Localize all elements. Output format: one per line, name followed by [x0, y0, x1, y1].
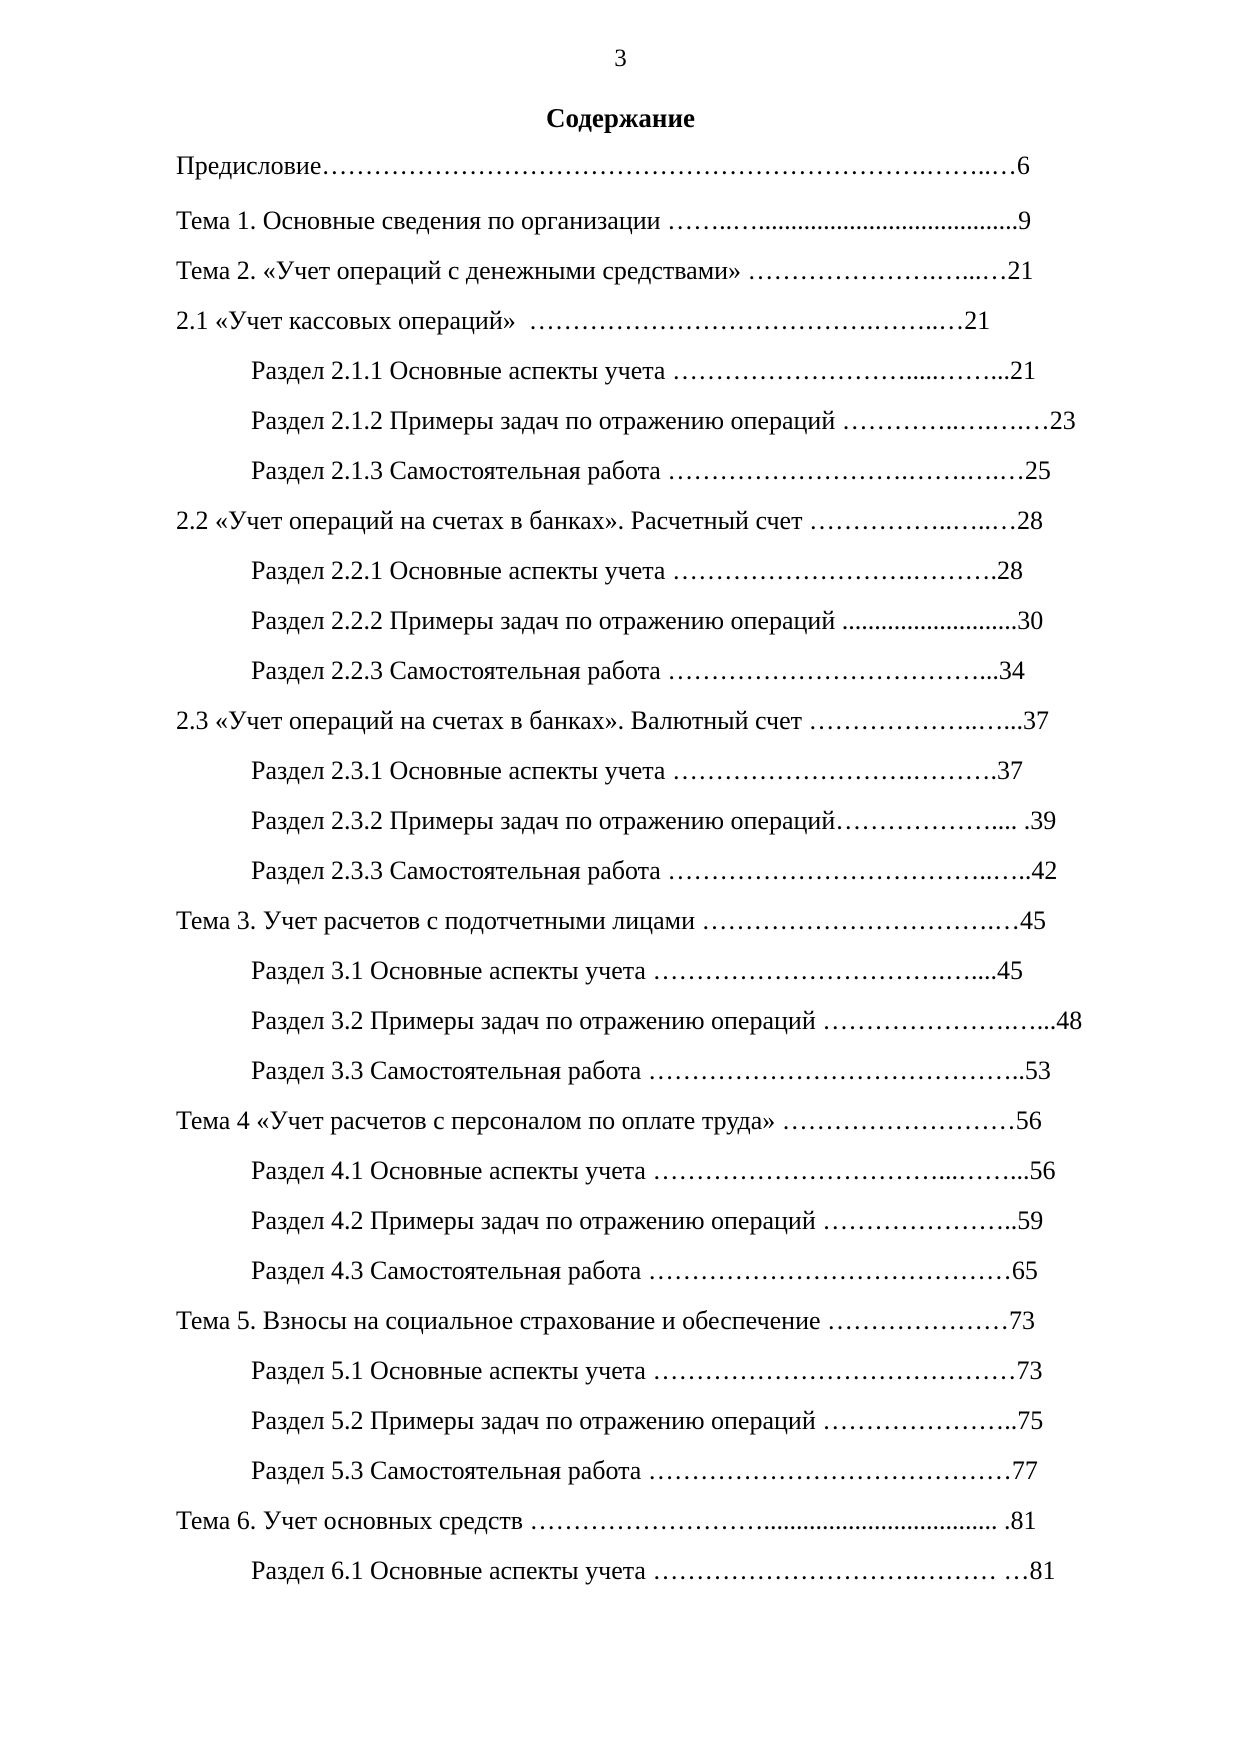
toc-entry-text: Раздел 5.2 Примеры задач по отражению операций …………………..75 — [251, 1406, 1044, 1435]
toc-entry-2-3 — [0, 703, 1241, 739]
toc-entry-2-2-1 — [0, 553, 1241, 589]
toc-entry-text: Раздел 5.1 Основные аспекты учета ……………………………………73 — [251, 1356, 1043, 1385]
toc-entry-topic-5 — [0, 1303, 1241, 1339]
toc-entry-text: Раздел 2.2.1 Основные аспекты учета ……………………….……….28 — [251, 556, 1023, 585]
toc-entry-2-3-2 — [0, 803, 1241, 839]
toc-entry-text: Тема 2. «Учет операций с денежными средствами» ………………….…...…21 — [176, 256, 1034, 285]
toc-entry-4-1 — [0, 1153, 1241, 1189]
toc-entry-2-1-2 — [0, 403, 1241, 439]
toc-entry-text: Тема 3. Учет расчетов с подотчетными лицами …………………………….…45 — [176, 906, 1046, 935]
toc-entry-text: Раздел 4.2 Примеры задач по отражению операций …………………..59 — [251, 1206, 1044, 1235]
toc-entry-text: Тема 1. Основные сведения по организации ……..…........................................9 — [176, 206, 1032, 235]
toc-entry-2-1-3 — [0, 453, 1241, 489]
toc-entry-text: Раздел 3.1 Основные аспекты учета …………………………….…....45 — [251, 956, 1023, 985]
toc-entry-text: Раздел 2.1.2 Примеры задач по отражению операций …………..….….…23 — [251, 406, 1076, 435]
toc-entry-3-2 — [0, 1003, 1241, 1039]
toc-entry-text: Раздел 6.1 Основные аспекты учета ………………………….……… …81 — [251, 1556, 1056, 1585]
toc-title: Содержание — [545, 103, 696, 133]
toc-entry-text: Раздел 2.2.2 Примеры задач по отражению операций ...........................30 — [251, 606, 1044, 635]
toc-entry-text: Раздел 2.1.3 Самостоятельная работа ……………………….…….….…25 — [251, 456, 1051, 485]
toc-entry-text: Раздел 4.3 Самостоятельная работа ……………………………………65 — [251, 1256, 1038, 1285]
toc-entry-text: Раздел 4.1 Основные аспекты учета ……………………………...……...56 — [251, 1156, 1056, 1185]
toc-entry-2-3-1 — [0, 753, 1241, 789]
toc-entry-2-2 — [0, 503, 1241, 539]
toc-entry-text: Раздел 2.3.1 Основные аспекты учета ……………………….……….37 — [251, 756, 1023, 785]
toc-entry-5-2 — [0, 1403, 1241, 1439]
toc-entry-text: Раздел 2.3.3 Самостоятельная работа ………………………………..…..42 — [251, 856, 1058, 885]
toc-entry-topic-6 — [0, 1503, 1241, 1539]
toc-entry-6-1 — [0, 1553, 1241, 1589]
toc-entry-text: Тема 4 «Учет расчетов с персоналом по оплате труда» ………………………56 — [176, 1106, 1042, 1135]
page-number: 3 — [614, 45, 627, 72]
toc-entry-text: Раздел 2.1.1 Основные аспекты учета ……………………….....……...21 — [251, 356, 1036, 385]
toc-entry-topic-3 — [0, 903, 1241, 939]
table-of-contents — [0, 148, 1241, 1603]
toc-entry-4-2 — [0, 1203, 1241, 1239]
toc-entry-2-1 — [0, 303, 1241, 339]
toc-entry-text: Раздел 3.2 Примеры задач по отражению операций ………………….…...48 — [251, 1006, 1083, 1035]
toc-entry-text: 2.3 «Учет операций на счетах в банках». Валютный счет ………………..…...37 — [176, 706, 1049, 735]
toc-entry-text: Раздел 3.3 Самостоятельная работа ……………………………………..53 — [251, 1056, 1051, 1085]
toc-entry-topic-4 — [0, 1103, 1241, 1139]
toc-entry-text: Предисловие…………………………………………………………….……..…6 — [176, 151, 1030, 180]
toc-entry-4-3 — [0, 1253, 1241, 1289]
toc-entry-2-1-1 — [0, 353, 1241, 389]
toc-entry-text: 2.1 «Учет кассовых операций» ………………………………….……..…21 — [176, 306, 991, 335]
toc-entry-preface — [0, 148, 1241, 184]
toc-entry-2-3-3 — [0, 853, 1241, 889]
toc-entry-3-3 — [0, 1053, 1241, 1089]
toc-entry-topic-1 — [0, 203, 1241, 239]
toc-entry-topic-2 — [0, 253, 1241, 289]
toc-entry-5-3 — [0, 1453, 1241, 1489]
toc-entry-text: Раздел 5.3 Самостоятельная работа ……………………………………77 — [251, 1456, 1038, 1485]
toc-entry-text: Тема 6. Учет основных средств ……………………….................................... .81 — [176, 1506, 1037, 1535]
toc-entry-text: 2.2 «Учет операций на счетах в банках». Расчетный счет ……………..…..…28 — [176, 506, 1043, 535]
toc-entry-text: Раздел 2.2.3 Самостоятельная работа ………………………………...34 — [251, 656, 1025, 685]
toc-entry-text: Тема 5. Взносы на социальное страхование и обеспечение …………………73 — [176, 1306, 1036, 1335]
toc-entry-2-2-3 — [0, 653, 1241, 689]
toc-entry-5-1 — [0, 1353, 1241, 1389]
toc-entry-3-1 — [0, 953, 1241, 989]
toc-entry-2-2-2 — [0, 603, 1241, 639]
toc-entry-text: Раздел 2.3.2 Примеры задач по отражению операций……………….... .39 — [251, 806, 1057, 835]
